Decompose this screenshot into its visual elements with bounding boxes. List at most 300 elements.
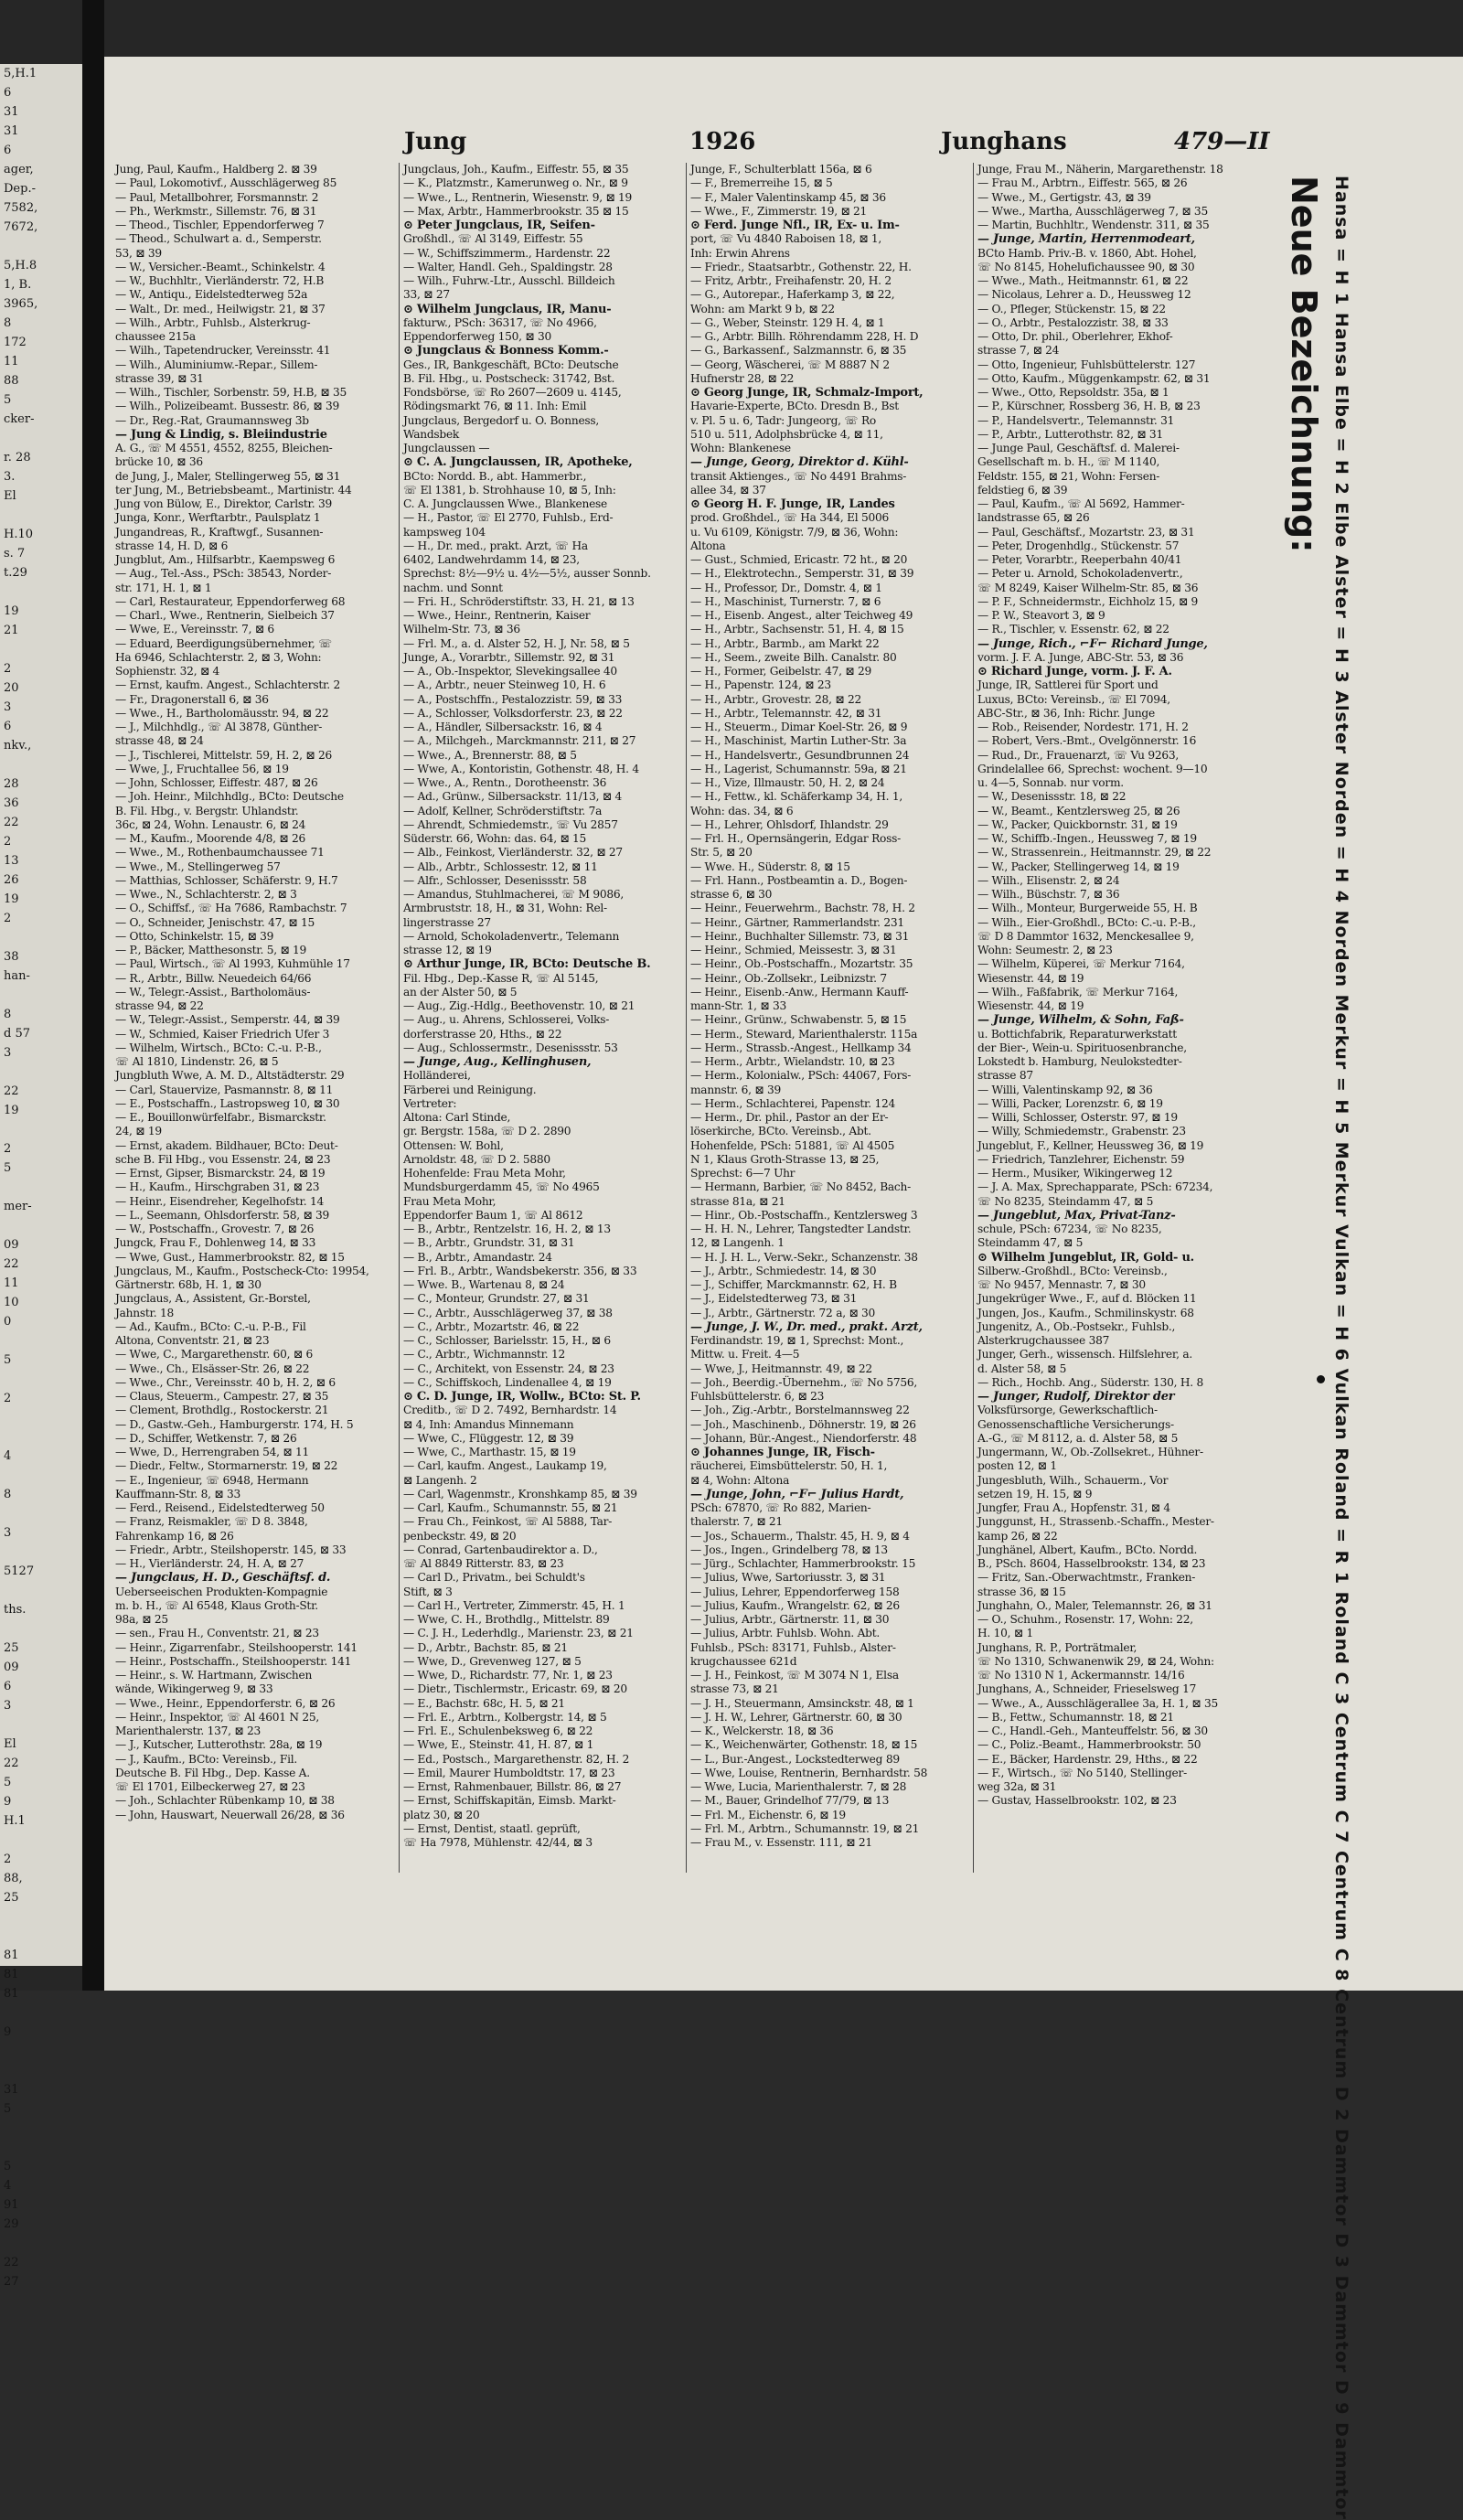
- directory-entry: Silberw.-Großhdl., BCto: Vereinsb.,: [977, 1264, 1168, 1277]
- directory-entry: — Wwe, D., Richardstr. 77, Nr. 1, ⊠ 23: [403, 1669, 613, 1682]
- directory-entry: — Frl. M., Eichenstr. 6, ⊠ 19: [690, 1808, 846, 1821]
- directory-entry: räucherei, Eimsbüttelerstr. 50, H. 1,: [690, 1459, 888, 1473]
- directory-entry: ⊙ Ferd. Junge Nfl., IR, Ex- u. Im-: [690, 219, 900, 232]
- directory-entry: Sprechst: 8½—9½ u. 4½—5½, ausser Sonnb.: [403, 567, 651, 581]
- directory-entry: — Wilh., Polizeibeamt. Bussestr. 86, ⊠ 39: [115, 400, 340, 413]
- directory-entry: — Wwe., Chr., Vereinsstr. 40 b, H. 2, ⊠ 6: [115, 1375, 336, 1389]
- directory-entry: — Wwe., M., Gertigstr. 43, ⊠ 39: [977, 190, 1151, 204]
- directory-entry: — Wilh., Büschstr. 7, ⊠ 36: [977, 888, 1120, 901]
- left-page-fragment-line: 22: [4, 1257, 19, 1271]
- directory-entry: Junga, Konr., Werftarbtr., Paulsplatz 1: [115, 511, 321, 525]
- directory-entry: — Franz, Reismakler, ☏ D 8. 3848,: [115, 1515, 308, 1529]
- directory-entry: — J., Milchhdlg., ☏ Al 3878, Günther-: [115, 721, 323, 733]
- directory-entry: — A., Ob.-Inspektor, Slevekingsallee 40: [403, 665, 617, 678]
- directory-entry: — Wwe, Lucia, Marienthalerstr. 7, ⊠ 28: [690, 1780, 907, 1793]
- column-2: [399, 163, 686, 1873]
- directory-entry: — Junge, Rich., ⌐F⌐ Richard Junge,: [977, 636, 1208, 651]
- left-page-fragment-line: 5,H.1: [4, 67, 37, 80]
- left-page-fragment-line: 8: [4, 1488, 12, 1501]
- directory-entry: — O., Schneider, Jenischstr. 47, ⊠ 15: [115, 915, 315, 929]
- directory-entry: kamp 26, ⊠ 22: [977, 1529, 1058, 1543]
- directory-entry: — Amandus, Stuhlmacherei, ☏ M 9086,: [403, 888, 625, 901]
- directory-entry: Fahrenkamp 16, ⊠ 26: [115, 1529, 234, 1543]
- directory-entry: — Wwe., A., Rentn., Dorotheenstr. 36: [403, 776, 607, 789]
- left-page-fragment-line: [0, 1178, 82, 1197]
- left-page-fragment-line: 5127: [4, 1564, 35, 1578]
- directory-entry: — Frl. H., Opernsängerin, Edgar Ross-: [690, 832, 901, 845]
- directory-entry: — Paul, Wirtsch., ☏ Al 1993, Kuhmühle 17: [115, 957, 350, 971]
- directory-entry: — A., Postschffn., Pestalozzistr. 59, ⊠ 33: [403, 692, 623, 706]
- directory-entry: — W., Schmied, Kaiser Friedrich Ufer 3: [115, 1027, 330, 1041]
- directory-entry: — Jos., Ingen., Grindelberg 78, ⊠ 13: [690, 1543, 888, 1556]
- directory-entry: — Wwe., Otto, Repsoldstr. 35a, ⊠ 1: [977, 386, 1169, 399]
- directory-entry: ☏ Al 8849 Ritterstr. 83, ⊠ 23: [403, 1557, 564, 1570]
- directory-entry: — E., Bouillonwürfelfabr., Bismarckstr.: [115, 1111, 326, 1124]
- directory-entry: — Carl, Wagenmstr., Kronshkamp 85, ⊠ 39: [403, 1487, 637, 1500]
- directory-entry: — J., Eidelstedterweg 73, ⊠ 31: [690, 1292, 858, 1306]
- directory-entry: — Wwe., Math., Heitmannstr. 61, ⊠ 22: [977, 274, 1189, 287]
- directory-entry: Lokstedt b. Hamburg, Neulokstedter-: [977, 1055, 1182, 1068]
- left-page-fragment-line: 91: [4, 2198, 19, 2212]
- directory-entry: — Friedr., Arbtr., Steilshoperstr. 145, ⊠ 33: [115, 1543, 347, 1556]
- directory-entry: Kauffmann-Str. 8, ⊠ 33: [115, 1487, 240, 1500]
- left-page-fragment-line: 8: [4, 1008, 12, 1021]
- directory-entry: A.-G., ☏ M 8112, a. d. Alster 58, ⊠ 5: [977, 1431, 1179, 1445]
- directory-entry: Arnoldstr. 48, ☏ D 2. 5880: [403, 1152, 550, 1166]
- directory-entry: — W., Desenissstr. 18, ⊠ 22: [977, 790, 1127, 804]
- left-page-fragment-line: han-: [4, 969, 30, 983]
- directory-entry: ⊙ Georg H. F. Junge, IR, Landes: [690, 497, 895, 511]
- directory-entry: — Junge, J. W., Dr. med., prakt. Arzt,: [690, 1319, 923, 1334]
- left-page-fragment-line: 5: [4, 1353, 12, 1367]
- directory-entry: gr. Bergstr. 158a, ☏ D 2. 2890: [403, 1125, 571, 1138]
- directory-entry: ⊙ Peter Jungclaus, IR, Seifen-: [403, 219, 595, 232]
- left-page-fragment-line: 7582,: [4, 201, 38, 215]
- directory-entry: Jungen, Jos., Kaufm., Schmilinskystr. 68: [977, 1306, 1194, 1319]
- directory-entry: — W., Versicher.-Beamt., Schinkelstr. 4: [115, 260, 326, 273]
- left-page-fragment-line: [0, 1331, 82, 1351]
- directory-entry: — B., Arbtr., Rentzelstr. 16, H. 2, ⊠ 13: [403, 1223, 611, 1235]
- left-page-fragment-line: [0, 506, 82, 525]
- directory-entry: — W., Schiffszimmerm., Hardenstr. 22: [403, 246, 611, 260]
- left-page-fragment-line: 27: [4, 2275, 19, 2289]
- directory-entry: — G., Barkassenf., Salzmannstr. 6, ⊠ 35: [690, 344, 907, 358]
- directory-entry: — G., Arbtr. Billh. Röhrendamm 228, H. D: [690, 330, 919, 343]
- directory-entry: Deutsche B. Fil Hbg., Dep. Kasse A.: [115, 1766, 310, 1779]
- directory-entry: fakturw., PSch: 36317, ☏ No 4966,: [403, 315, 597, 329]
- directory-entry: strasse 39, ⊠ 31: [115, 371, 204, 385]
- left-page-fragment-line: 6: [4, 720, 12, 733]
- directory-entry: — L., Seemann, Ohlsdorferstr. 58, ⊠ 39: [115, 1208, 330, 1222]
- directory-entry: Steindamm 47, ⊠ 5: [977, 1236, 1084, 1250]
- directory-entry: — C., Arbtr., Ausschlägerweg 37, ⊠ 38: [403, 1306, 613, 1319]
- column-1: [112, 163, 399, 1873]
- directory-entry: strasse 48, ⊠ 24: [115, 734, 204, 748]
- directory-entry: ☏ Ha 7978, Mühlenstr. 42/44, ⊠ 3: [403, 1836, 593, 1849]
- directory-entry: A. G., ☏ M 4551, 4552, 8255, Bleichen-: [115, 442, 333, 454]
- directory-entry: — P., Kürschner, Rossberg 36, H. B, ⊠ 23: [977, 400, 1201, 413]
- directory-entry: — Heinr., Buchhalter Sillemstr. 73, ⊠ 31: [690, 929, 910, 943]
- directory-entry: — Dietr., Tischlermstr., Ericastr. 69, ⊠ 20: [403, 1682, 627, 1696]
- directory-entry: 12, ⊠ Langenh. 1: [690, 1236, 785, 1250]
- directory-entry: — C., Monteur, Grundstr. 27, ⊠ 31: [403, 1292, 590, 1306]
- directory-entry: — H., Eisenb. Angest., alter Teichweg 49: [690, 609, 913, 622]
- directory-entry: — Herm., Kolonialw., PSch: 44067, Fors-: [690, 1069, 912, 1083]
- directory-entry: — H., Vize, Illmaustr. 50, H. 2, ⊠ 24: [690, 776, 885, 789]
- directory-entry: Jungfer, Frau A., Hopfenstr. 31, ⊠ 4: [977, 1501, 1170, 1514]
- directory-entry: — Carl H., Vertreter, Zimmerstr. 45, H. 1: [403, 1598, 625, 1612]
- directory-entry: ⊙ Arthur Junge, IR, BCto: Deutsche B.: [403, 957, 651, 972]
- left-page-fragment-line: 2: [4, 1142, 12, 1156]
- directory-entry: brücke 10, ⊠ 36: [115, 455, 203, 469]
- directory-entry: — H., Arbtr., Telemannstr. 42, ⊠ 31: [690, 706, 882, 720]
- directory-entry: nachm. und Sonnt: [403, 581, 503, 594]
- side-title: [1284, 176, 1324, 1712]
- left-page-fragment-line: 22: [4, 2256, 19, 2269]
- directory-entry: — W., Antiqu., Eidelstedterweg 52a: [115, 288, 308, 302]
- directory-entry: — Wwe., A., Ausschlägerallee 3a, H. 1, ⊠ 35: [977, 1696, 1218, 1710]
- directory-entry: strasse 14, H. D, ⊠ 6: [115, 539, 229, 552]
- directory-entry: — Jung & Lindig, s. Bleiindustrie: [115, 427, 327, 442]
- directory-entry: — Wwe, Gust., Hammerbrookstr. 82, ⊠ 15: [115, 1250, 345, 1264]
- directory-entry: ☏ No 8145, Hohelufichaussee 90, ⊠ 30: [977, 260, 1195, 273]
- directory-entry: — Ferd., Reisend., Eidelstedterweg 50: [115, 1501, 325, 1514]
- directory-entry: mann-Str. 1, ⊠ 33: [690, 999, 786, 1012]
- directory-entry: — P., Handelsvertr., Telemannstr. 31: [977, 413, 1175, 427]
- directory-entry: — Paul, Kaufm., ☏ Al 5692, Hammer-: [977, 497, 1185, 510]
- left-page-fragment-line: [0, 1120, 82, 1139]
- directory-entry: — Wwe, J., Heitmannstr. 49, ⊠ 22: [690, 1361, 872, 1375]
- directory-entry: — Fr., Dragonerstall 6, ⊠ 36: [115, 692, 269, 706]
- left-page-fragment-line: [0, 2003, 82, 2023]
- ink-dot: [1317, 1375, 1325, 1383]
- left-page-fragment-line: 31: [4, 105, 19, 119]
- directory-entry: u. Vu 6109, Königstr. 7/9, ⊠ 36, Wohn:: [690, 525, 899, 539]
- directory-entry: ⊠ 4, Inh: Amandus Minnemann: [403, 1417, 574, 1431]
- directory-entry: u. Bottichfabrik, Reparaturwerkstatt: [977, 1027, 1177, 1041]
- directory-entry: — Junge, Aug., Kellinghusen,: [403, 1055, 592, 1069]
- directory-entry: prod. Großhdel., ☏ Ha 344, El 5006: [690, 511, 890, 525]
- directory-entry: — C., Schiffskoch, Lindenallee 4, ⊠ 19: [403, 1375, 612, 1389]
- left-page-fragment-line: 22: [4, 1084, 19, 1098]
- side-codes-text: Hansa = H 1 Hansa Elbe = H 2 Elbe Alster = H 3 Alster Norden = H 4 Norden Merkur = H 5 Merkur Vulkan = H 6 Vulkan Roland = R 1 Roland C 3 Centrum C 7 Centrum C 8 Centrum D 2 Dammtor D 3 Dammtor D 9 Dammtor: [1331, 176, 1351, 2520]
- directory-entry: d. Alster 58, ⊠ 5: [977, 1361, 1067, 1375]
- directory-entry: — Ad., Kaufm., BCto: C.-u. P.-B., Fil: [115, 1319, 306, 1333]
- left-page-fragment-line: [0, 2061, 82, 2080]
- directory-entry: m. b. H., ☏ Al 6548, Klaus Groth-Str.: [115, 1598, 318, 1612]
- directory-entry: — K., Welckerstr. 18, ⊠ 36: [690, 1724, 834, 1737]
- directory-entry: — Herm., Strassb.-Angest., Hellkamp 34: [690, 1041, 912, 1054]
- directory-entry: Junge, F., Schulterblatt 156a, ⊠ 6: [690, 163, 872, 176]
- directory-entry: — R., Tischler, v. Essenstr. 62, ⊠ 22: [977, 623, 1169, 636]
- left-page-fragment-line: [0, 429, 82, 448]
- directory-entry: weg 32a, ⊠ 31: [977, 1780, 1057, 1793]
- directory-entry: Wiesenstr. 44, ⊠ 19: [977, 999, 1084, 1012]
- left-page-fragment-line: 10: [4, 1296, 19, 1309]
- left-page-fragment-line: 09: [4, 1660, 19, 1674]
- directory-entry: der Bier-, Wein-u. Spirituosenbranche,: [977, 1041, 1187, 1054]
- directory-entry: — Wwe., N., Schlachterstr. 2, ⊠ 3: [115, 888, 297, 901]
- directory-entry: — J. A. Max, Sprechapparate, PSch: 67234,: [977, 1180, 1213, 1194]
- directory-entry: — Frau M., v. Essenstr. 111, ⊠ 21: [690, 1836, 872, 1849]
- directory-page: [104, 57, 1463, 2520]
- directory-entry: — P. W., Steavort 3, ⊠ 9: [977, 609, 1105, 622]
- directory-entry: — P. F., Schneidermstr., Eichholz 15, ⊠ 9: [977, 594, 1199, 608]
- directory-entry: — H., Arbtr., Sachsenstr. 51, H. 4, ⊠ 15: [690, 623, 904, 636]
- left-page-fragment-line: s. 7: [4, 547, 26, 561]
- directory-entry: Jahnstr. 18: [115, 1306, 174, 1319]
- left-page-fragment-line: [0, 1907, 82, 1927]
- directory-entry: — Willi, Schlosser, Osterstr. 97, ⊠ 19: [977, 1111, 1178, 1124]
- left-page-fragment-line: 172: [4, 336, 27, 349]
- directory-entry: v. Pl. 5 u. 6, Tadr: Jungeorg, ☏ Ro: [690, 413, 877, 427]
- left-page-fragment-line: mer-: [4, 1200, 32, 1213]
- directory-entry: ☏ D 8 Dammtor 1632, Menckesallee 9,: [977, 929, 1194, 943]
- directory-entry: 510 u. 511, Adolphsbrücke 4, ⊠ 11,: [690, 427, 883, 441]
- left-page-fragment-line: ths.: [4, 1603, 27, 1617]
- left-page-fragment-line: [0, 1466, 82, 1485]
- left-page-fragment-line: 3.: [4, 470, 16, 484]
- directory-entry: — Matthias, Schlosser, Schäferstr. 9, H.7: [115, 873, 338, 887]
- directory-entry: — Dr., Reg.-Rat, Graumannsweg 3b: [115, 413, 309, 427]
- directory-entry: — Robert, Vers.-Bmt., Ovelgönnerstr. 16: [977, 734, 1197, 748]
- directory-entry: strasse 7, ⊠ 24: [977, 344, 1060, 358]
- directory-entry: — Alb., Arbtr., Schlossestr. 12, ⊠ 11: [403, 860, 598, 873]
- directory-entry: — Rud., Dr., Frauenarzt, ☏ Vu 9263,: [977, 748, 1180, 762]
- directory-entry: — Nicolaus, Lehrer a. D., Heussweg 12: [977, 288, 1191, 302]
- directory-entry: 53, ⊠ 39: [115, 246, 162, 260]
- directory-entry: — Wilh., Arbtr., Fuhlsb., Alsterkrug-: [115, 315, 311, 329]
- directory-entry: — Otto, Kaufm., Müggenkampstr. 62, ⊠ 31: [977, 371, 1211, 385]
- left-page-fragment-line: 5: [4, 2102, 12, 2116]
- directory-entry: Wohn: Seumestr. 2, ⊠ 23: [977, 944, 1113, 956]
- directory-entry: posten 12, ⊠ 1: [977, 1459, 1057, 1473]
- directory-entry: — Heinr., Schmied, Meissestr. 3, ⊠ 31: [690, 944, 897, 956]
- directory-entry: — Gustav, Hasselbrookstr. 102, ⊠ 23: [977, 1794, 1177, 1808]
- directory-entry: Jungenitz, A., Ob.-Postsekr., Fuhlsb.,: [977, 1319, 1176, 1333]
- directory-entry: — Walt., Dr. med., Heilwigstr. 21, ⊠ 37: [115, 302, 326, 315]
- directory-entry: — Herm., Musiker, Wikingerweg 12: [977, 1167, 1173, 1180]
- directory-entry: Feldstr. 155, ⊠ 21, Wohn: Fersen-: [977, 469, 1160, 483]
- directory-entry: ☏ No 1310, Schwanenwik 29, ⊠ 24, Wohn:: [977, 1654, 1214, 1668]
- left-page-fragment-line: 5,H.8: [4, 259, 37, 272]
- directory-entry: — B., Arbtr., Grundstr. 31, ⊠ 31: [403, 1236, 575, 1250]
- directory-entry: — Heinr., Ob.-Postschaffn., Mozartstr. 35: [690, 957, 913, 971]
- directory-entry: — Wwe., M., Stellingerweg 57: [115, 860, 281, 873]
- directory-entry: — Charl., Wwe., Rentnerin, Sielbeich 37: [115, 609, 335, 622]
- directory-entry: — W., Postschaffn., Grovestr. 7, ⊠ 26: [115, 1223, 315, 1235]
- left-page-fragment-line: [0, 2042, 82, 2061]
- left-page-fragment-line: 38: [4, 950, 19, 964]
- left-page-fragment-line: r. 28: [4, 451, 31, 464]
- directory-entry: 6402, Landwehrdamm 14, ⊠ 23,: [403, 553, 580, 566]
- directory-entry: feldstieg 6, ⊠ 39: [977, 483, 1068, 497]
- directory-entry: — Carl, Restaurateur, Eppendorferweg 68: [115, 594, 346, 608]
- directory-entry: Eppendorfer Baum 1, ☏ Al 8612: [403, 1208, 583, 1222]
- directory-entry: — Ernst, kaufm. Angest., Schlachterstr. 2: [115, 678, 340, 692]
- left-page-fragment-line: d 57: [4, 1027, 30, 1041]
- directory-entry: Jungclaus, M., Kaufm., Postscheck-Cto: 19954,: [115, 1264, 369, 1277]
- left-page-fragment-line: 28: [4, 777, 19, 791]
- directory-entry: — P., Arbtr., Lutterothstr. 82, ⊠ 31: [977, 427, 1163, 441]
- directory-entry: Ueberseeischen Produkten-Kompagnie: [115, 1585, 328, 1598]
- directory-entry: Junggunst, H., Strassenb.-Schaffn., Mester-: [977, 1515, 1214, 1529]
- directory-entry: Hufnerstr 28, ⊠ 22: [690, 371, 795, 385]
- directory-entry: Str. 5, ⊠ 20: [690, 846, 753, 860]
- directory-entry: — M., Bauer, Grindelhof 77/79, ⊠ 13: [690, 1794, 890, 1808]
- left-page-fragment-line: [0, 1504, 82, 1523]
- directory-entry: port, ☏ Vu 4840 Raboisen 18, ⊠ 1,: [690, 232, 882, 246]
- left-page-fragment-line: 21: [4, 624, 19, 637]
- left-page-fragment-line: 22: [4, 816, 19, 829]
- left-page-fragment-line: 3: [4, 1046, 12, 1060]
- directory-entry: — Ph., Werkmstr., Sillemstr. 76, ⊠ 31: [115, 204, 317, 218]
- directory-entry: strasse 81a, ⊠ 21: [690, 1194, 785, 1208]
- directory-entry: — L., Bur.-Angest., Lockstedterweg 89: [690, 1752, 900, 1766]
- directory-entry: — Martin, Buchhltr., Wendenstr. 311, ⊠ 35: [977, 219, 1210, 231]
- directory-entry: ⊙ Johannes Junge, IR, Fisch-: [690, 1446, 875, 1459]
- directory-entry: — C., Handl.-Geh., Manteuffelstr. 56, ⊠ 30: [977, 1724, 1208, 1737]
- left-page-fragment-line: 6: [4, 144, 12, 157]
- directory-entry: — Heinr., Feuerwehrm., Bachstr. 78, H. 2: [690, 902, 915, 915]
- directory-entry: — Emil, Maurer Humboldtstr. 17, ⊠ 23: [403, 1766, 615, 1779]
- directory-entry: ☏ No 8235, Steindamm 47, ⊠ 5: [977, 1194, 1154, 1208]
- directory-entry: — Hermann, Barbier, ☏ No 8452, Bach-: [690, 1180, 911, 1194]
- directory-entry: — Frl. E., Schulenbeksweg 6, ⊠ 22: [403, 1724, 593, 1737]
- directory-entry: wände, Wikingerweg 9, ⊠ 33: [115, 1682, 273, 1696]
- directory-entry: — Wilh., Tapetendrucker, Vereinsstr. 41: [115, 344, 331, 358]
- directory-entry: — J., Schiffer, Marckmannstr. 62, H. B: [690, 1278, 897, 1291]
- directory-entry: — W., Telegr.-Assist., Semperstr. 44, ⊠ 39: [115, 1013, 340, 1027]
- directory-entry: — Aug., Zig.-Hdlg., Beethovenstr. 10, ⊠ 21: [403, 999, 635, 1012]
- directory-entry: 24, ⊠ 19: [115, 1125, 162, 1138]
- directory-entry: Jungandreas, R., Kraftwgf., Susannen-: [115, 525, 324, 539]
- directory-entry: thalerstr. 7, ⊠ 21: [690, 1515, 783, 1529]
- directory-entry: — Frl. Hann., Postbeamtin a. D., Bogen-: [690, 873, 908, 887]
- directory-entry: — Heinr., Zigarrenfabr., Steilshooperstr. 141: [115, 1640, 358, 1654]
- directory-entry: — H., Arbtr., Barmb., am Markt 22: [690, 636, 880, 650]
- directory-entry: — Paul, Geschäftsf., Mozartstr. 23, ⊠ 31: [977, 525, 1195, 539]
- side-title-text: Neue Bezeichnung:: [1284, 176, 1324, 553]
- directory-entry: ABC-Str., ⊠ 36, Inh: Richr. Junge: [977, 706, 1155, 720]
- directory-entry: ⊙ Wilhelm Jungeblut, IR, Gold- u.: [977, 1250, 1194, 1265]
- directory-entry: — W., Packer, Stellingerweg 14, ⊠ 19: [977, 860, 1180, 873]
- left-page-fragment-line: [0, 2234, 82, 2253]
- directory-entry: allee 34, ⊠ 37: [690, 483, 766, 497]
- left-page-fragment-line: [0, 2119, 82, 2138]
- directory-entry: — Wilh., Tischler, Sorbenstr. 59, H.B, ⊠ 35: [115, 386, 347, 399]
- header-last-name: Junghans: [941, 128, 1067, 155]
- directory-entry: Stift, ⊠ 3: [403, 1585, 453, 1598]
- directory-entry: Sprechst: 6—7 Uhr: [690, 1167, 796, 1180]
- left-page-fragment-line: 31: [4, 2083, 19, 2097]
- directory-entry: — W., Buchhltr., Vierländerstr. 72, H.B: [115, 274, 325, 287]
- directory-entry: Ferdinandstr. 19, ⊠ 1, Sprechst: Mont.,: [690, 1334, 904, 1347]
- directory-entry: Wohn: Blankenese: [690, 442, 791, 454]
- directory-entry: — W., Beamt., Kentzlersweg 25, ⊠ 26: [977, 804, 1180, 817]
- directory-entry: ⊙ C. A. Jungclaussen, IR, Apotheke,: [403, 455, 633, 470]
- left-page-fragment-line: t.29: [4, 566, 27, 580]
- left-page-fragment-line: [0, 2138, 82, 2157]
- directory-entry: Großhdl., ☏ Al 3149, Eiffestr. 55: [403, 232, 583, 246]
- directory-entry: — F., Maler Valentinskamp 45, ⊠ 36: [690, 190, 886, 204]
- directory-entry: Junghahn, O., Maler, Telemannstr. 26, ⊠ 31: [977, 1598, 1212, 1612]
- directory-entry: Junghans, A., Schneider, Frieselsweg 17: [977, 1682, 1197, 1696]
- column-3: [686, 163, 973, 1873]
- directory-entry: — Paul, Metallbohrer, Forsmannstr. 2: [115, 190, 319, 204]
- directory-entry: — Joh., Schlachter Rübenkamp 10, ⊠ 38: [115, 1794, 335, 1808]
- directory-entry: — R., Arbtr., Billw. Neuedeich 64/66: [115, 971, 312, 985]
- directory-entry: — E., Bachstr. 68c, H. 5, ⊠ 21: [403, 1696, 565, 1710]
- left-page-fragment-line: 9: [4, 1795, 12, 1809]
- directory-entry: 33, ⊠ 27: [403, 288, 450, 302]
- directory-entry: — B., Arbtr., Amandastr. 24: [403, 1250, 552, 1264]
- left-page-fragment-line: 2: [4, 912, 12, 925]
- directory-entry: Junghänel, Albert, Kaufm., BCto. Nordd.: [977, 1543, 1198, 1556]
- directory-entry: — Heinr., Ob.-Zollsekr., Leibnizstr. 7: [690, 971, 887, 985]
- directory-entry: — G., Weber, Steinstr. 129 H. 4, ⊠ 1: [690, 315, 885, 329]
- directory-entry: landstrasse 65, ⊠ 26: [977, 511, 1090, 525]
- directory-entry: strasse 94, ⊠ 22: [115, 999, 204, 1012]
- directory-entry: Färberei und Reinigung.: [403, 1083, 537, 1096]
- directory-entry: — H., Pastor, ☏ El 2770, Fuhlsb., Erd-: [403, 511, 614, 525]
- directory-entry: Wohn: das. 34, ⊠ 6: [690, 804, 794, 817]
- directory-entry: — Johann, Bür.-Angest., Niendorferstr. 48: [690, 1431, 917, 1445]
- directory-entry: — E., Ingenieur, ☏ 6948, Hermann: [115, 1473, 309, 1487]
- directory-entry: — O., Schuhm., Rosenstr. 17, Wohn: 22,: [977, 1613, 1193, 1626]
- directory-entry: — Wwe., Ch., Elsässer-Str. 26, ⊠ 22: [115, 1361, 310, 1375]
- left-page-fragment-line: Dep.-: [4, 182, 36, 196]
- directory-entry: Jungclaus, Bergedorf u. O. Bonness,: [403, 413, 600, 427]
- directory-entry: krugchaussee 621d: [690, 1654, 797, 1668]
- left-page-fragment-line: [0, 1581, 82, 1600]
- directory-entry: Wandsbek: [403, 427, 460, 441]
- directory-entry: — Wwe, D., Grevenweg 127, ⊠ 5: [403, 1654, 582, 1668]
- directory-entry: — H. H. N., Lehrer, Tangstedter Landstr.: [690, 1223, 912, 1235]
- directory-entry: — Carl, kaufm. Angest., Laukamp 19,: [403, 1459, 607, 1473]
- left-page-fragment-line: 2: [4, 1392, 12, 1405]
- directory-entry: Alsterkrugchaussee 387: [977, 1334, 1110, 1347]
- directory-entry: B., PSch. 8604, Hasselbrookstr. 134, ⊠ 23: [977, 1557, 1206, 1570]
- directory-entry: ⊙ C. D. Junge, IR, Wollw., BCto: St. P.: [403, 1390, 641, 1404]
- directory-entry: — John, Schlosser, Eiffestr. 487, ⊠ 26: [115, 776, 318, 789]
- directory-entry: strasse 87: [977, 1069, 1033, 1083]
- page-number: 479—II: [1174, 128, 1270, 155]
- left-page-fragment-line: [0, 1216, 82, 1235]
- directory-entry: — Ad., Grünw., Silbersackstr. 11/13, ⊠ 4: [403, 790, 622, 804]
- left-page-fragment-line: El: [4, 489, 16, 503]
- directory-entry: — Friedr., Staatsarbtr., Gothenstr. 22, H.: [690, 260, 912, 273]
- directory-entry: — A., Händler, Silbersackstr. 16, ⊠ 4: [403, 721, 603, 733]
- left-page-fragment-line: 11: [4, 1276, 19, 1290]
- directory-entry: ☏ No 1310 N 1, Ackermannstr. 14/16: [977, 1669, 1185, 1682]
- left-page-fragment-line: ager,: [4, 163, 34, 176]
- directory-entry: — Otto, Schinkelstr. 15, ⊠ 39: [115, 929, 274, 943]
- directory-entry: — K., Platzmstr., Kamerunweg o. Nr., ⊠ 9: [403, 176, 628, 190]
- directory-entry: — Ernst, Rahmenbauer, Billstr. 86, ⊠ 27: [403, 1780, 622, 1793]
- left-page-fragment-line: 3965,: [4, 297, 38, 311]
- directory-entry: Armbruststr. 18, H., ⊠ 31, Wohn: Rel-: [403, 902, 607, 915]
- directory-entry: kampsweg 104: [403, 525, 486, 539]
- directory-entry: Sophienstr. 32, ⊠ 4: [115, 665, 220, 678]
- directory-entry: 98a, ⊠ 25: [115, 1613, 168, 1626]
- directory-entry: de Jung, J., Maler, Stellingerweg 55, ⊠ 31: [115, 469, 341, 483]
- directory-entry: — C., Arbtr., Mozartstr. 46, ⊠ 22: [403, 1319, 580, 1333]
- directory-entry: Junge, A., Vorarbtr., Sillemstr. 92, ⊠ 31: [403, 650, 615, 664]
- directory-entry: B. Fil. Hbg., v. Bergstr. Uhlandstr.: [115, 804, 299, 817]
- directory-entry: — C., Poliz.-Beamt., Hammerbrookstr. 50: [977, 1738, 1201, 1752]
- directory-entry: Eppendorferweg 150, ⊠ 30: [403, 330, 552, 343]
